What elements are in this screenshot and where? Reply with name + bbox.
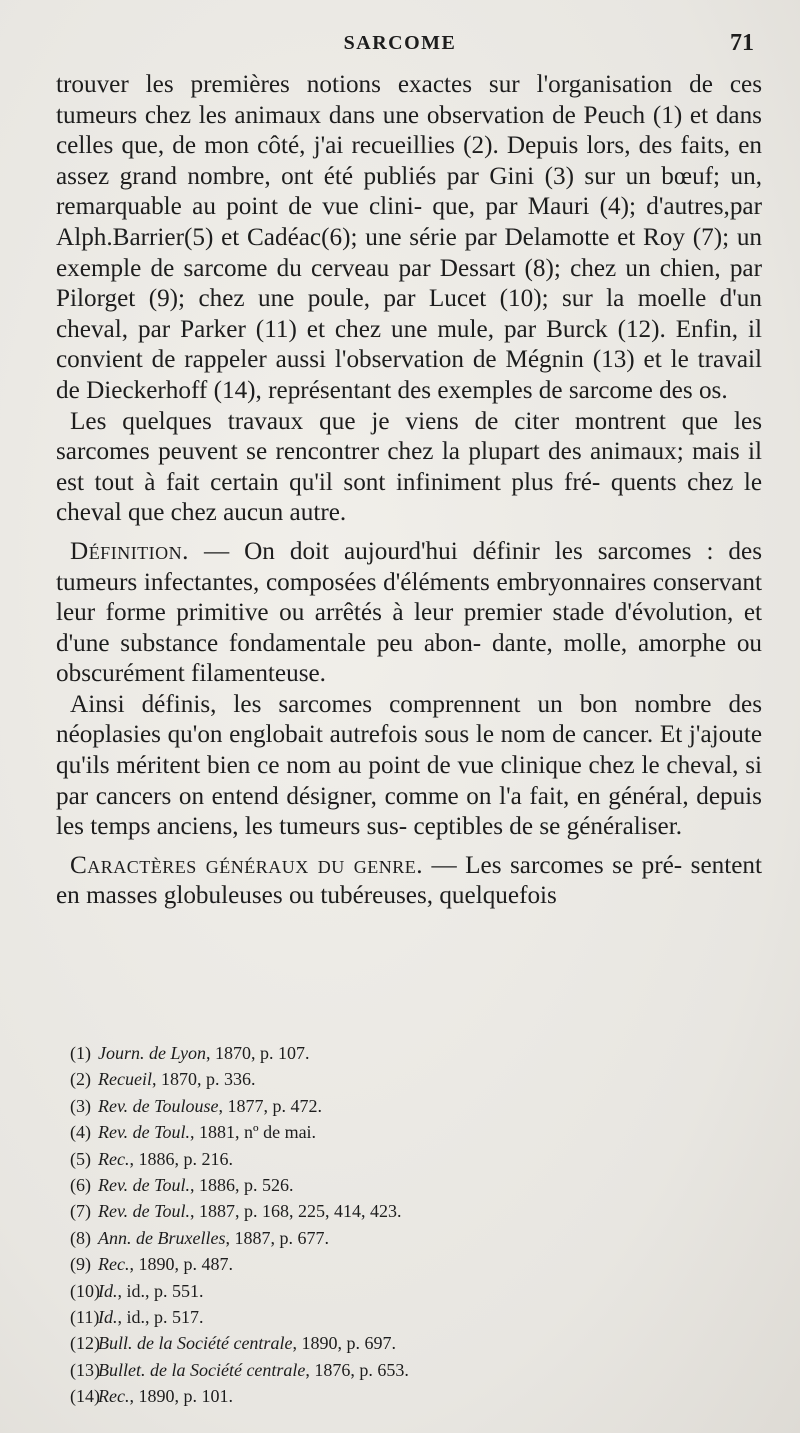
text-line: des tumeurs infectantes, composées d'éléments embryonnaires [56, 537, 762, 596]
footnote-details: , 1890, p. 697. [292, 1333, 396, 1354]
text-line: ceptibles de se généraliser. [413, 813, 683, 841]
footnote-journal: Rec. [98, 1148, 130, 1169]
text-line: une série par Delamotte et Roy (7); un exemple de sarcome [56, 223, 763, 282]
footnote-details: , 1876, p. 653. [305, 1359, 409, 1380]
text-line: quents chez le cheval que chez aucun autre. [56, 468, 763, 527]
text-line: Les quelques travaux que je viens de citer montrent que les [70, 407, 762, 435]
running-title: SARCOME [343, 32, 457, 54]
footnote-details: , 1886, p. 216. [129, 1148, 233, 1169]
footnote-details: , 1870, p. 336. [151, 1069, 256, 1090]
footnote-journal: Journ. de Lyon [98, 1043, 206, 1063]
footnote-number: (12) [70, 1333, 100, 1354]
footnote-number: (1) [70, 1043, 91, 1063]
text-line: chez le cheval, si par cancers on entend désigner, comme on [56, 752, 763, 810]
footnote [70, 1172, 710, 1198]
footnote [70, 1304, 710, 1330]
footnote-journal: Id. [98, 1280, 118, 1301]
paragraph-definition [56, 537, 762, 690]
footnote [70, 1225, 710, 1251]
text-line: stade d'évolution, et d'une substance fondamentale peu abon- [56, 599, 763, 657]
text-line: mais il est tout à fait certain qu'il sont infiniment plus fré- [56, 438, 762, 496]
footnote-journal: Recueil [98, 1069, 152, 1090]
body-text [56, 70, 762, 912]
footnote [70, 1330, 710, 1356]
paragraph-references [56, 70, 762, 407]
footnote [70, 1040, 710, 1066]
text-line: Ainsi définis, les sarcomes comprennent un bon nombre [70, 690, 712, 718]
page-header [0, 28, 800, 64]
footnote-number: (9) [70, 1254, 91, 1275]
text-line: lors, des faits, en assez grand nombre, ont été publiés par [56, 132, 762, 190]
footnote-details: , 1886, p. 526. [190, 1175, 294, 1196]
footnote-number: (8) [70, 1227, 91, 1248]
text-line: sentent en masses globuleuses ou tubéreuses, quelquefois [56, 851, 763, 910]
text-line: du cerveau par Dessart (8); chez un chien, par Pilorget (9); [56, 254, 762, 313]
footnote [70, 1198, 710, 1224]
footnote [70, 1357, 710, 1383]
footnote [70, 1278, 710, 1304]
text-line: — Les sarcomes se pré- [423, 851, 683, 879]
footnote-details: , 1877, p. 472. [218, 1095, 322, 1116]
text-line: chez une poule, par Lucet (10); sur la moelle d'un cheval, par [56, 285, 762, 343]
footnote-details: , 1870, p. 107. [205, 1043, 310, 1063]
text-line: Dieckerhoff (14), représentant des exemples de sarcome des os. [86, 376, 728, 404]
footnote-number: (11) [70, 1307, 100, 1328]
footnote-number: (7) [70, 1201, 91, 1222]
footnote-journal: Rev. de Toulouse [98, 1095, 219, 1116]
text-line: que, par Mauri (4); d'autres,par Alph.Barrier(5) et Cadéac(6); [56, 193, 762, 251]
footnote-journal: Ann. de Bruxelles [98, 1227, 226, 1248]
footnote-number: (14) [70, 1386, 100, 1407]
text-line: de rappeler aussi l'observation de Mégnin (13) et le travail de [56, 346, 763, 404]
footnote-journal: Rev. de Toul. [98, 1201, 190, 1222]
text-line: et dans celles que, de mon côté, j'ai recueillies (2). Depuis [56, 101, 762, 160]
footnote-details: , 1881, nº de mai. [190, 1122, 317, 1143]
text-line: — On doit aujourd'hui définir les sarcomes : [188, 537, 714, 565]
text-line: Parker (11) et chez une mule, par Burck (12). Enfin, il convient [56, 315, 763, 374]
footnote-number: (13) [70, 1359, 100, 1380]
footnote-journal: Rec. [98, 1254, 130, 1275]
footnote-number: (5) [70, 1148, 91, 1169]
paragraph-cancer [56, 690, 762, 843]
text-line: tumeurs chez les animaux dans une observation de Peuch (1) [56, 101, 683, 129]
text-line: Gini (3) sur un bœuf; un, remarquable au point de vue clini- [56, 162, 762, 221]
paragraph-general-characters [56, 851, 762, 912]
footnote-details: , id., p. 551. [117, 1280, 204, 1301]
footnote-journal: Rev. de Toul. [98, 1175, 190, 1196]
section-heading-general-characters: Caractères généraux du genre. [70, 851, 424, 879]
footnote [70, 1119, 710, 1145]
footnote-number: (3) [70, 1095, 91, 1116]
footnote [70, 1066, 710, 1092]
footnote-journal: Bullet. de la Société centrale [98, 1359, 306, 1380]
footnote-journal: Id. [98, 1307, 118, 1328]
footnote [70, 1146, 710, 1172]
text-line: conservant leur forme primitive ou arrêtés à leur premier [56, 568, 762, 627]
text-line: dante, molle, amorphe ou obscurément filamenteuse. [56, 629, 763, 688]
footnote-number: (4) [70, 1122, 91, 1143]
text-line: sarcomes peuvent se rencontrer chez la plupart des animaux; [56, 438, 684, 466]
footnote-number: (6) [70, 1175, 91, 1196]
footnote-details: , 1890, p. 101. [129, 1386, 233, 1407]
footnote-journal: Rec. [98, 1386, 130, 1407]
paragraph-animals [56, 407, 762, 529]
section-heading-definition: Définition. [70, 537, 189, 565]
footnote [70, 1383, 710, 1409]
footnote-journal: Rev. de Toul. [98, 1122, 190, 1143]
footnote [70, 1093, 710, 1119]
text-line: trouver les premières notions exactes sur l'organisation de ces [56, 71, 762, 98]
page-number: 71 [730, 30, 754, 56]
footnote-details: , 1890, p. 487. [129, 1254, 233, 1275]
footnote-number: (10) [70, 1280, 100, 1301]
footnote-number: (2) [70, 1069, 91, 1090]
footnote-details: , 1887, p. 168, 225, 414, 423. [190, 1201, 402, 1222]
footnotes [70, 1040, 710, 1410]
footnote [70, 1251, 710, 1277]
footnote-journal: Bull. de la Société centrale [98, 1333, 293, 1354]
text-line: des néoplasies qu'on englobait autrefois sous le nom de cancer. [56, 690, 763, 749]
text-line: Et j'ajoute qu'ils méritent bien ce nom au point de vue clinique [56, 721, 762, 780]
text-line: l'a fait, en général, depuis les temps anciens, les tumeurs sus- [56, 782, 762, 841]
footnote-details: , id., p. 517. [117, 1307, 204, 1328]
footnote-details: , 1887, p. 677. [225, 1227, 329, 1248]
